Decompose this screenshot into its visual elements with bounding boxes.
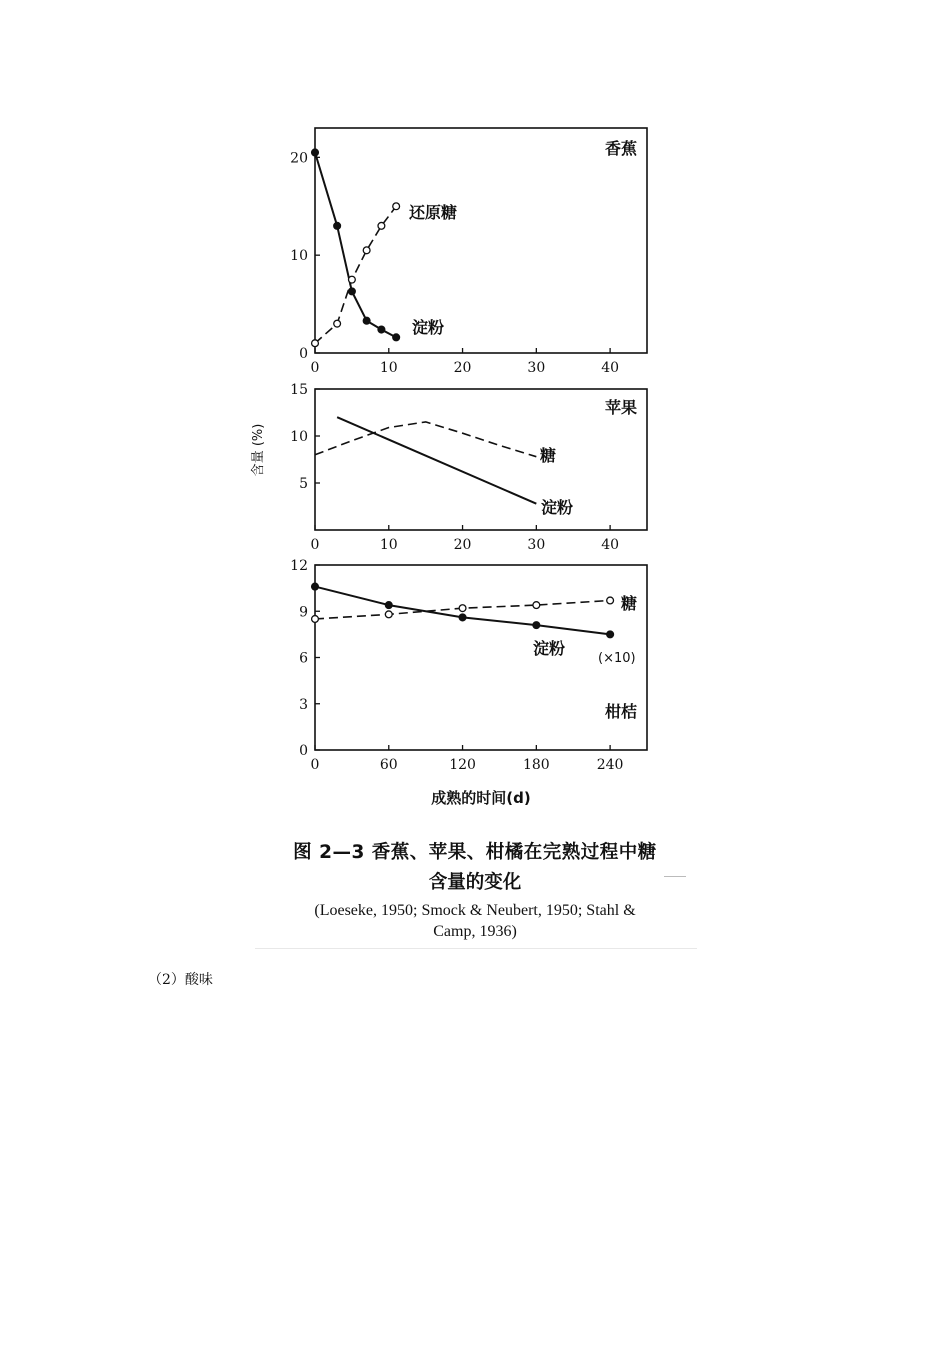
apple-x-tick-label: 40 (601, 537, 620, 553)
apple-label-starch: 淀粉 (541, 498, 574, 517)
banana-x-tick-label: 10 (379, 360, 398, 376)
banana-label-starch: 淀粉 (412, 318, 445, 337)
citrus-data-point (533, 602, 540, 609)
banana-data-point (312, 149, 319, 156)
citrus-x-tick-label: 180 (522, 757, 550, 773)
apple-label-sugar: 糖 (540, 446, 557, 465)
citrus-y-tick-label: 3 (299, 696, 308, 713)
citrus-y-tick-label: 6 (299, 650, 308, 667)
section-heading: （2）酸味 (148, 972, 213, 988)
banana-data-point (348, 288, 355, 295)
apple-panel-title: 苹果 (604, 398, 637, 417)
divider (255, 948, 697, 949)
banana-x-tick-label: 20 (453, 360, 472, 376)
apple-series-line-2 (315, 422, 536, 457)
apple-x-tick-label: 20 (453, 537, 472, 553)
citrus-data-point (312, 616, 319, 623)
citrus-data-point (607, 597, 614, 604)
citrus-data-point (533, 622, 540, 629)
banana-label-reducing-sugar: 还原糖 (409, 203, 458, 222)
banana-x-tick-label: 30 (527, 360, 546, 376)
figure-caption-references (255, 900, 695, 942)
banana-y-tick-label: 20 (290, 150, 308, 167)
citrus-label-starch: 淀粉 (533, 639, 566, 658)
banana-x-tick-label: 40 (601, 360, 620, 376)
banana-data-point (348, 276, 355, 283)
apple-x-tick-label: 10 (379, 537, 398, 553)
citrus-y-tick-label: 9 (299, 604, 308, 621)
apple-series-line-1 (337, 417, 536, 503)
citrus-x-tick-label: 0 (310, 757, 320, 773)
decorative-dash (664, 876, 686, 877)
y-axis-label: 含量 (%) (251, 423, 266, 477)
banana-data-point (363, 247, 370, 254)
citrus-data-point (312, 583, 319, 590)
banana-panel-title: 香蕉 (604, 139, 637, 158)
banana-y-tick-label: 0 (299, 346, 308, 362)
apple-plot-frame (315, 389, 647, 530)
citrus-data-point (607, 631, 614, 638)
citrus-data-point (385, 602, 392, 609)
figure-caption-title-line2: 含量的变化 (428, 872, 522, 893)
apple-x-tick-label: 30 (527, 537, 546, 553)
banana-data-point (393, 203, 400, 210)
references-line-2: Camp, 1936) (433, 923, 517, 940)
citrus-x-tick-label: 60 (379, 757, 398, 773)
apple-y-tick-label: 15 (290, 382, 308, 398)
citrus-x-tick-label: 120 (449, 757, 476, 773)
references-line-1: (Loeseke, 1950; Smock & Neubert, 1950; Stahl & (314, 902, 636, 919)
apple-y-tick-label: 10 (290, 429, 308, 445)
citrus-data-point (385, 611, 392, 618)
apple-x-tick-label: 0 (310, 537, 320, 553)
banana-data-point (334, 320, 341, 327)
banana-series-line-1 (315, 152, 396, 337)
figure-caption-title: 图 2—3 香蕉、苹果、柑橘在完熟过程中糖 (293, 842, 657, 863)
banana-data-point (312, 340, 319, 347)
citrus-data-point (459, 614, 466, 621)
x-axis-title: 成熟的时间(d) (431, 789, 531, 807)
banana-data-point (378, 326, 385, 333)
banana-y-tick-label: 10 (290, 248, 308, 265)
apple-y-tick-label: 5 (299, 476, 308, 492)
citrus-y-tick-label: 12 (290, 558, 308, 574)
banana-data-point (363, 317, 370, 324)
citrus-x-tick-label: 240 (596, 757, 624, 773)
citrus-panel-title: 柑桔 (604, 702, 637, 721)
citrus-starch-scale-note: (×10) (598, 651, 636, 666)
banana-data-point (334, 222, 341, 229)
citrus-data-point (459, 605, 466, 612)
banana-x-tick-label: 0 (310, 360, 320, 376)
banana-data-point (393, 334, 400, 341)
citrus-y-tick-label: 0 (299, 743, 308, 759)
citrus-label-sugar: 糖 (621, 594, 638, 613)
banana-data-point (378, 222, 385, 229)
